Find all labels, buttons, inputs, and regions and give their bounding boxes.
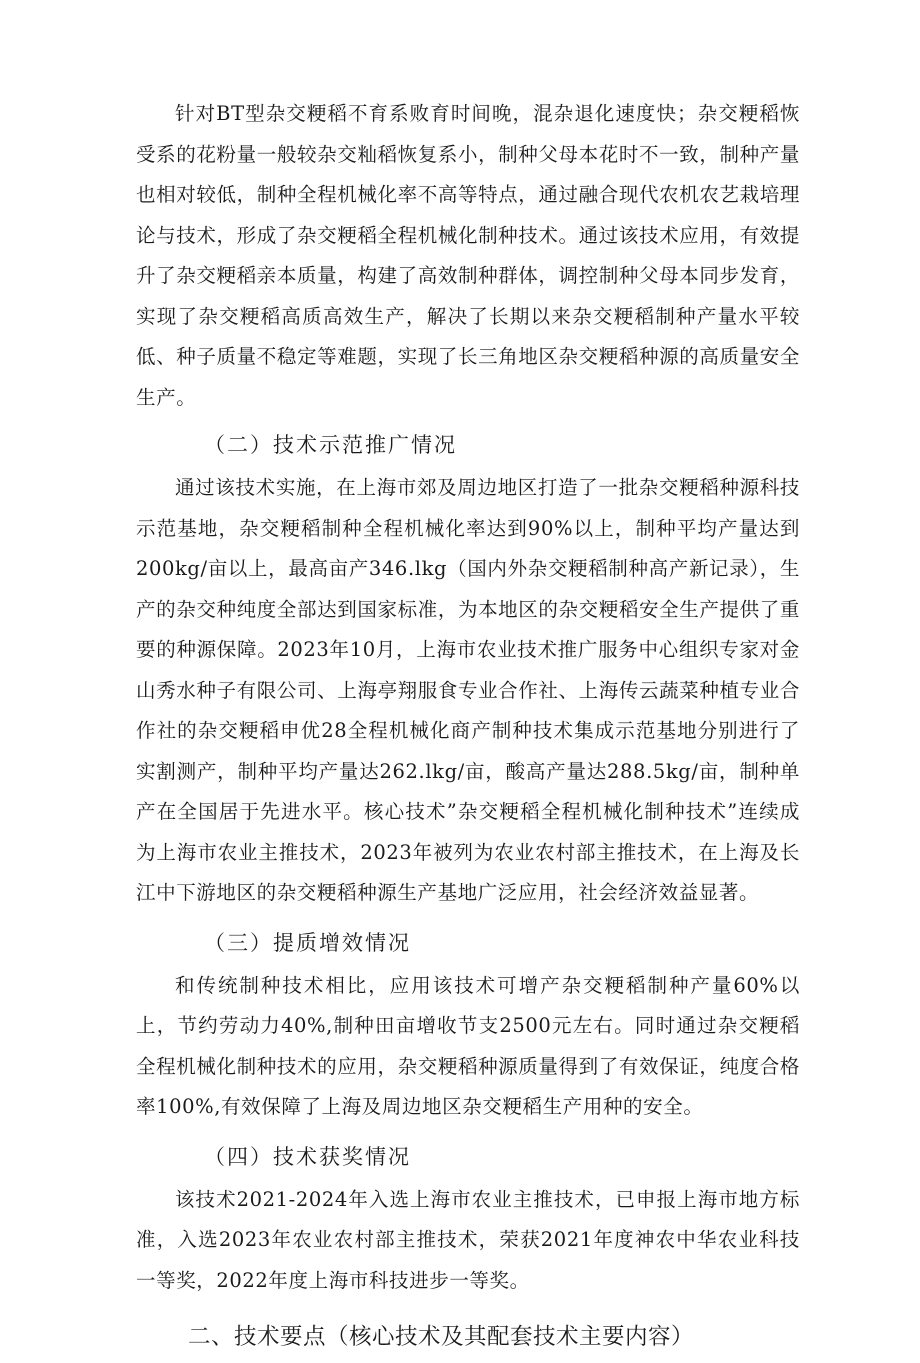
section-heading-efficiency: （三）提质增效情况 xyxy=(204,930,411,955)
section-heading-awards: （四）技术获奖情况 xyxy=(204,1144,411,1169)
paragraph-background: 针对BT型杂交粳稻不育系败育时间晚，混杂退化速度快；杂交粳稻恢受系的花粉量一般较杂交籼稻恢复系小，制种父母本花时不一致，制种产量也相对较低，制种全程机械化率不高等特点，通过融合现代农机农艺栽培理论与技术，形成了杂交粳稻全程机械化制种技术。通过该技术应用，有效提升了杂交粳稻亲本质量，构建了高效制种群体，调控制种父母本同步发育，实现了杂交粳稻高质高效生产，解决了长期以来杂交粳稻制种产量水平较低、种子质量不稳定等难题，实现了长三角地区杂交粳稻种源的高质量安全生产。 xyxy=(136,102,800,409)
paragraph-demonstration: 通过该技术实施，在上海市郊及周边地区打造了一批杂交粳稻种源科技示范基地，杂交粳稻制种全程机械化率达到90%以上，制种平均产量达到200kg/亩以上，最高亩产346.lkg（国内外杂交粳稻制种高产新记录），生产的杂交种纯度全部达到国家标准，为本地区的杂交粳稻安全生产提供了重要的种源保障。2023年10月，上海市农业技术推广服务中心组织专家对金山秀水种子有限公司、上海亭翔服食专业合作社、上海传云蔬菜种植专业合作社的杂交粳稻申优28全程机械化商产制种技术集成示范基地分别进行了实割测产，制种平均产量达262.lkg/亩，酸高产量达288.5kg/亩，制种单产在全国居于先进水平。核心技术”杂交粳稻全程机械化制种技术”连续成为上海市农业主推技术，2023年被列为农业农村部主推技术，在上海及长江中下游地区的杂交粳稻种源生产基地广泛应用，社会经济效益显著。 xyxy=(136,476,800,904)
paragraph-awards: 该技术2021-2024年入选上海市农业主推技术，已申报上海市地方标准，入选2023年农业农村部主推技术，荣获2021年度神农中华农业科技一等奖，2022年度上海市科技进步一等奖。 xyxy=(136,1187,800,1292)
chapter-heading-technical-points: 二、技术要点（核心技术及其配套技术主要内容） xyxy=(188,1324,695,1350)
section-heading-demonstration: （二）技术示范推广情况 xyxy=(204,433,457,457)
paragraph-efficiency: 和传统制种技术相比，应用该技术可增产杂交粳稻制种产量60%以上，节约劳动力40%,制种田亩增收节支2500元左右。同时通过杂交粳稻全程机械化制种技术的应用，杂交粳稻种源质量得到了有效保证，纯度合格率100%,有效保障了上海及周边地区杂交粳稻生产用种的安全。 xyxy=(136,973,800,1118)
document-page xyxy=(136,94,800,1363)
